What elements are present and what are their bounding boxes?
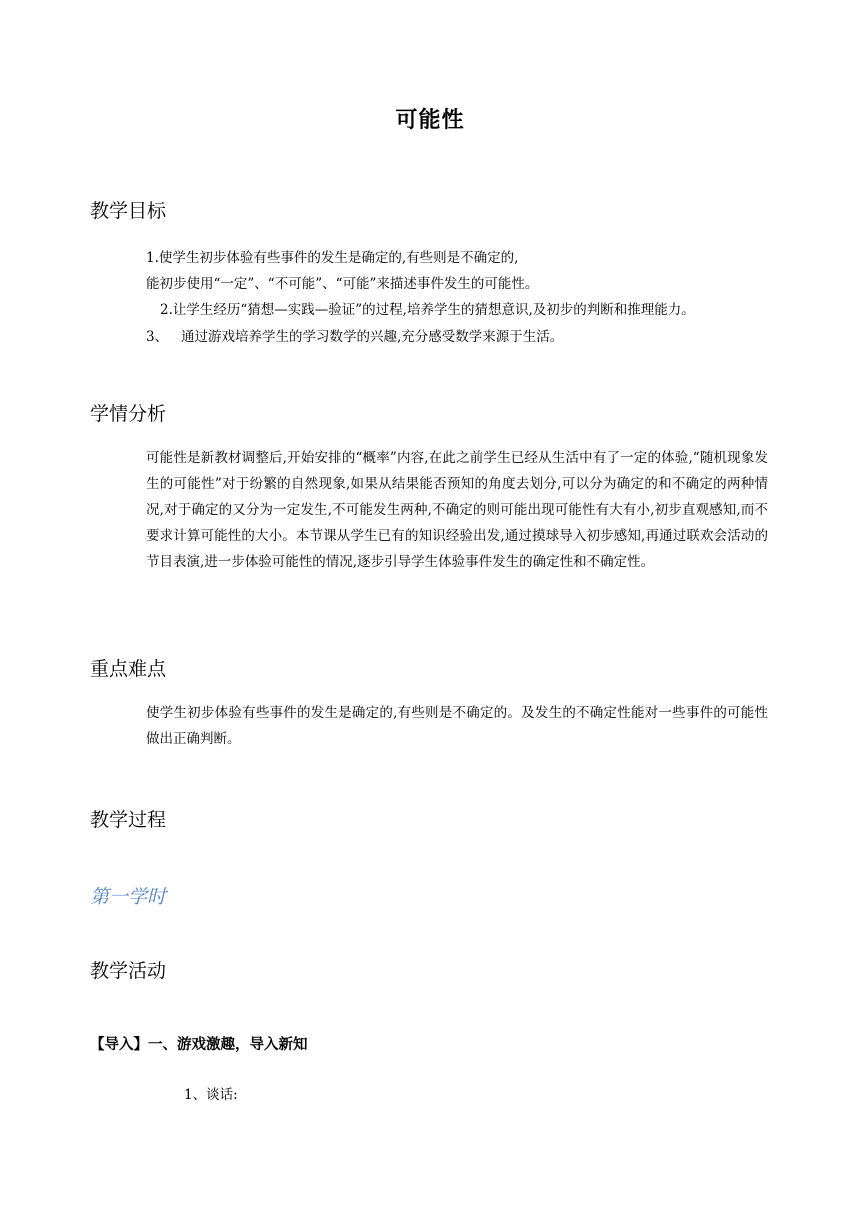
heading-first-period: 第一学时 <box>90 886 167 908</box>
heading-activities: 教学活动 <box>90 960 167 982</box>
page-title: 可能性 <box>395 108 465 133</box>
analysis-paragraph: 可能性是新教材调整后,开始安排的“概率”内容,在此之前学生已经从生活中有了一定的体验,“随机现象发生的可能性”对于纷繁的自然现象,如果从结果能否预知的角度去划分,可以分为确定的和不确定的两种情况,对于确定的又分为一定发生,不可能发生两种,不确定的则可能出现可能性有大有小,初步直观感知,而不要求计算可能性的大小。本节课从学生已有的知识经验出发,通过摸球导入初步感知,再通过联欢会活动的节目表演,进一步体验可能性的情况,逐步引导学生体验事件发生的确定性和不确定性。 <box>146 450 768 570</box>
objective-line-2: 能初步使用“一定”、“不可能”、“可能”来描述事件发生的可能性。 <box>146 276 539 292</box>
intro-heading: 【导入】一、游戏激趣，导入新知 <box>90 1037 308 1053</box>
heading-process: 教学过程 <box>90 809 167 831</box>
heading-key-points: 重点难点 <box>90 658 167 680</box>
objective-line-1: 1.使学生初步体验有些事件的发生是确定的,有些则是不确定的, <box>146 250 519 266</box>
heading-analysis: 学情分析 <box>90 403 167 425</box>
heading-objectives: 教学目标 <box>90 200 167 222</box>
objective-line-4: 3、 通过游戏培养学生的学习数学的兴趣,充分感受数学来源于生活。 <box>146 329 564 345</box>
activity-item-1: 1、谈话: <box>184 1087 238 1103</box>
objective-line-3: 2.让学生经历“猜想—实践—验证”的过程,培养学生的猜想意识,及初步的判断和推理能力。 <box>160 302 695 318</box>
key-points-paragraph: 使学生初步体验有些事件的发生是确定的,有些则是不确定的。及发生的不确定性能对一些事件的可能性做出正确判断。 <box>146 705 768 747</box>
